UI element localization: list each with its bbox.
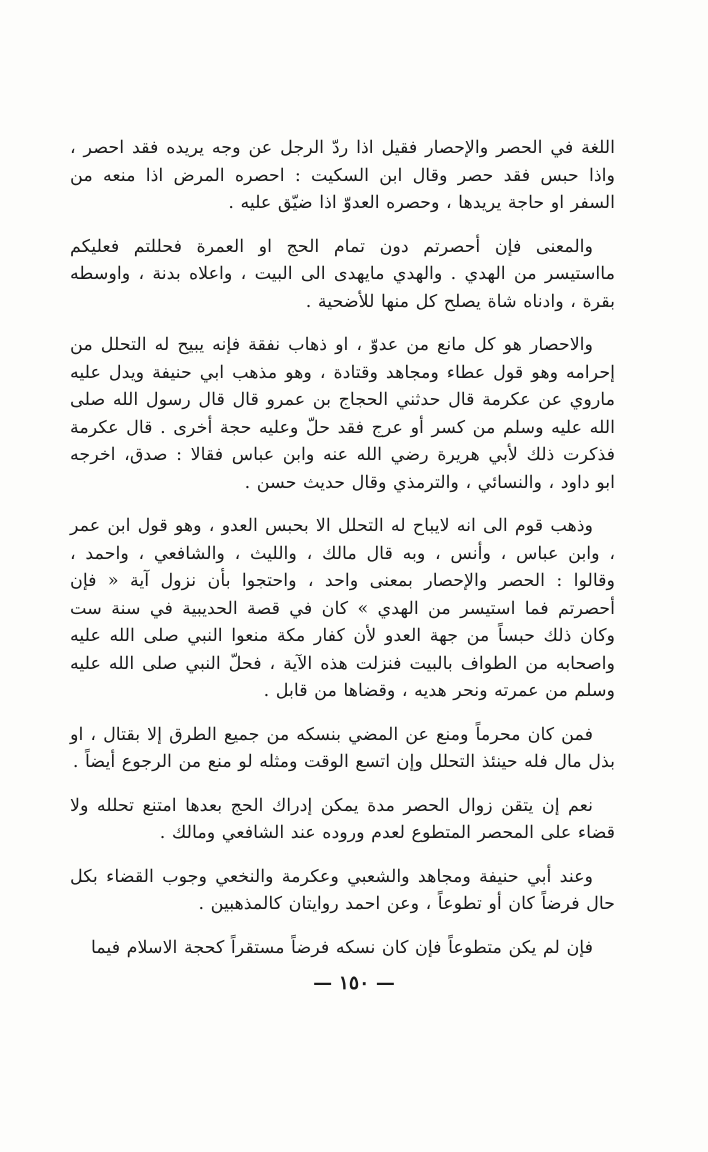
paragraph-7: وعند أبي حنيفة ومجاهد والشعبي وعكرمة والنخعي وجوب القضاء بكل حال فرضاً كان أو تطوعاً ، وعن احمد روايتان كالمذهبين . bbox=[70, 866, 615, 914]
page-number: — ١٥٠ — bbox=[313, 972, 395, 994]
paragraph-5: فمن كان محرماً ومنع عن المضي بنسكه من جميع الطرق إلا بقتال ، او بذل مال فله حينئذ التحلل وإن اتسع الوقت ومثله لو منع من الرجوع أيضاً . bbox=[70, 724, 615, 772]
paragraph-4: وذهب قوم الى انه لايباح له التحلل الا بحبس العدو ، وهو قول ابن عمر ، وابن عباس ، وأنس ، وبه قال مالك ، والليث ، والشافعي ، واحمد ، وقالوا : الحصر والإحصار بمعنى واحد ، واحتجوا بأن نزول آية « فإن أحصرتم فما استيسر من الهدي » كان في قصة الحديبية في سنة ست وكان ذلك حبساً من جهة العدو لأن كفار مكة منعوا النبي صلى الله عليه واصحابه من الطواف بالبيت فنزلت هذه الآية ، فحلّ النبي صلى الله عليه وسلم من عمرته ونحر هديه ، وقضاها من قابل . bbox=[70, 516, 615, 701]
paragraph-6: نعم إن يتقن زوال الحصر مدة يمكن إدراك الحج بعدها امتنع تحلله ولا قضاء على المحصر المتطوع لعدم وروده عند الشافعي ومالك . bbox=[70, 795, 615, 843]
paragraph-8: فإن لم يكن متطوعاً فإن كان نسكه فرضاً مستقراً كحجة الاسلام فيما bbox=[90, 937, 593, 958]
paragraph-2: والمعنى فإن أحصرتم دون تمام الحج او العمرة فحللتم فعليكم مااستيسر من الهدي . والهدي مايهدى الى البيت ، واعلاه بدنة ، واوسطه بقرة ، وادناه شاة يصلح كل منها للأضحية . bbox=[70, 236, 615, 312]
paragraph-1: اللغة في الحصر والإحصار فقيل اذا ردّ الرجل عن وجه يريده فقد احصر ، واذا حبس فقد حصر وقال ابن السكيت : احصره المرض اذا منعه من السفر او حاجة يريدها ، وحصره العدوّ اذا ضيّق عليه . bbox=[70, 138, 615, 213]
paragraph-3: والاحصار هو كل مانع من عدوّ ، او ذهاب نفقة فإنه يبيح له التحلل من إحرامه وهو قول عطاء ومجاهد وقتادة ، وهو مذهب ابي حنيفة ويدل عليه ماروي عن عكرمة قال حدثني الحجاج بن عمرو قال قال رسول الله صلى الله عليه وسلم من كسر أو عرج فقد حلّ وعليه حجة أخرى . قال عكرمة فذكرت ذلك لأبي هريرة رضي الله عنه وابن عباس فقالا : صدق، اخرجه ابو داود ، والنسائي ، والترمذي وقال حديث حسن . bbox=[70, 335, 615, 493]
page-text bbox=[70, 135, 615, 978]
